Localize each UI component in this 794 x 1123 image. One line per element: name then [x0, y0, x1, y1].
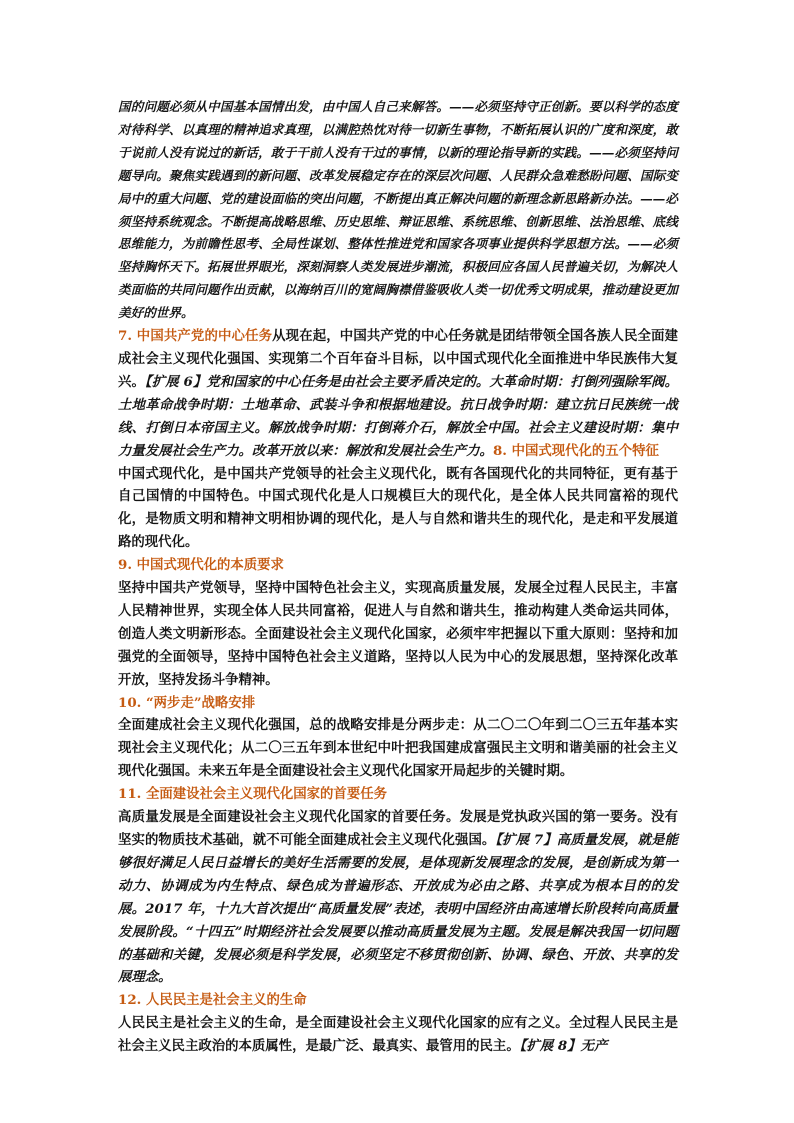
section-11 — [118, 806, 678, 989]
section-12-heading: 12. 人民民主是社会主义的生命 — [118, 992, 307, 1009]
section-11-heading: 11. 全面建设社会主义现代化国家的首要任务 — [118, 786, 387, 803]
section-12-text: 人民民主是社会主义的生命，是全面建设社会主义现代化国家的应有之义。全过程人民民主是社会主义民主政治的本质属性，是最广泛、最真实、最管用的民主。 — [118, 1015, 678, 1055]
section-8-text: 中国式现代化，是中国共产党领导的社会主义现代化，既有各国现代化的共同特征，更有基于自己国情的中国特色。中国式现代化是人口规模巨大的现代化，是全体人民共同富裕的现代化，是物质文明和精神文明相协调的现代化，是人与自然和谐共生的现代化，是走和平发展道路的现代化。 — [118, 465, 678, 551]
section-7-extension: 【扩展 6】党和国家的中心任务是由社会主要矛盾决定的。大革命时期：打倒列强除军阀。土地革命战争时期：土地革命、武装斗争和根据地建设。抗日战争时期：建立抗日民族统一战线、打倒日本帝国主义。解放战争时期：打倒蒋介石，解放全中国。社会主义建设时期：集中力量发展社会生产力。改革开放以来：解放和发展社会生产力。 — [118, 373, 679, 459]
section-12 — [118, 1012, 678, 1058]
section-8-heading: 8. 中国式现代化的五个特征 — [492, 442, 659, 459]
section-10-heading: 10. “两步走”战略安排 — [118, 694, 256, 711]
section-7-heading: 7. 中国共产党的中心任务 — [118, 328, 273, 345]
intro-paragraph: 国的问题必须从中国基本国情出发，由中国人自己来解答。——必须坚持守正创新。要以科学的态度对待科学、以真理的精神追求真理，以满腔热忱对待一切新生事物，不断拓展认识的广度和深度，敢于说前人没有说过的新话，敢于干前人没有干过的事情，以新的理论指导新的实践。——必须坚持问题导向。聚焦实践遇到的新问题、改革发展稳定存在的深层次问题、人民群众急难愁盼问题、国际变局中的重大问题、党的建设面临的突出问题，不断提出真正解决问题的新理念新思路新办法。——必须坚持系统观念。不断提高战略思维、历史思维、辩证思维、系统思维、创新思维、法治思维、底线思维能力，为前瞻性思考、全局性谋划、整体性推进党和国家各项事业提供科学思想方法。——必须坚持胸怀天下。拓展世界眼光，深刻洞察人类发展进步潮流，积极回应各国人民普遍关切，为解决人类面临的共同问题作出贡献，以海纳百川的宽阔胸襟借鉴吸收人类一切优秀文明成果，推动建设更加美好的世界。 — [118, 99, 678, 321]
section-7-text: 从现在起，中国共产党的中心任务就是团结带领全国各族人民全面建成社会主义现代化强国、实现第二个百年奋斗目标，以中国式现代化全面推进中华民族伟大复兴。 — [118, 328, 678, 390]
document-body — [118, 96, 678, 1058]
section-9-text: 坚持中国共产党领导，坚持中国特色社会主义，实现高质量发展，发展全过程人民民主，丰富人民精神世界，实现全体人民共同富裕，促进人与自然和谐共生，推动构建人类命运共同体，创造人类文明新形态。全面建设社会主义现代化国家，必须牢牢把握以下重大原则：坚持和加强党的全面领导，坚持中国特色社会主义道路，坚持以人民为中心的发展思想，坚持深化改革开放，坚持发扬斗争精神。 — [118, 580, 678, 688]
section-11-text: 高质量发展是全面建设社会主义现代化国家的首要任务。发展是党执政兴国的第一要务。没有坚实的物质技术基础，就不可能全面建成社会主义现代化强国。 — [118, 809, 678, 848]
section-7 — [118, 325, 678, 462]
section-9-heading: 9. 中国式现代化的本质要求 — [118, 557, 284, 574]
section-10-text: 全面建成社会主义现代化强国，总的战略安排是分两步走：从二〇二〇年到二〇三五年基本实现社会主义现代化；从二〇三五年到本世纪中叶把我国建成富强民主文明和谐美丽的社会主义现代化强国。未来五年是全面建设社会主义现代化国家开局起步的关键时期。 — [118, 717, 678, 780]
section-11-extension: 【扩展 7】高质量发展，就是能够很好满足人民日益增长的美好生活需要的发展，是体现新发展理念的发展，是创新成为第一动力、协调成为内生特点、绿色成为普遍形态、开放成为必由之路、共享成为根本目的的发展。2017 年，十九大首次提出“高质量发展”表述，表明中国经济由高速增长阶段转向高质量发展阶段。“十四五”时期经济社会发展要以推动高质量发展为主题。发展是解决我国一切问题的基础和关键，发展必须是科学发展，必须坚定不移贯彻创新、协调、绿色、开放、共享的发展理念。 — [118, 832, 678, 986]
section-12-extension: 【扩展 8】无产 — [519, 1038, 608, 1055]
